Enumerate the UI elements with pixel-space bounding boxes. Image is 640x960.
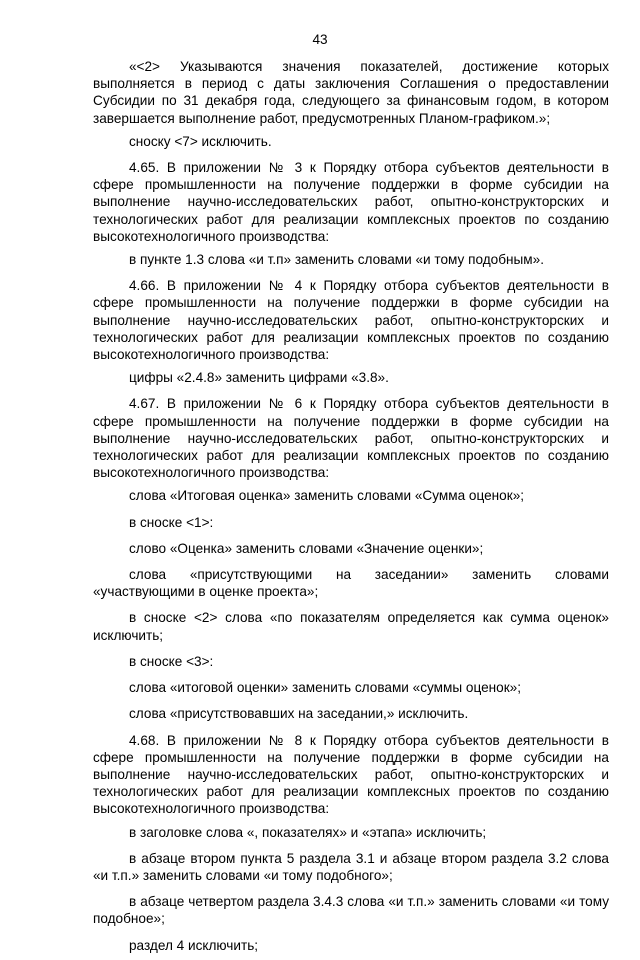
paragraph-item-4-68: 4.68. В приложении № 8 к Порядку отбора субъектов деятельности в сфере промышленности на получение поддержки в форме субсидии на выполнение научно-исследовательских работ, опытно-конструкторских и технологических работ для реализации комплексных проектов по созданию высокотехнологичного производства: [93,732,609,817]
paragraph-footnote-2-text: «<2> Указываются значения показателей, достижение которых выполняется в период с даты заключения Соглашения о предоставлении Субсидии по 31 декабря года, следующего за финансовым годом, в котором завершается выполнение работ, предусмотренных Планом-графиком.»; [93,59,609,126]
paragraph-item-4-67-footnote-2: в сноске <2> слова «по показателям определяется как сумма оценок» исключить; [93,610,609,643]
paragraph-item-4-65: 4.65. В приложении № 3 к Порядку отбора субъектов деятельности в сфере промышленности на получение поддержки в форме субсидии на выполнение научно-исследовательских работ, опытно-конструкторских и технологических работ для реализации комплексных проектов по созданию высокотехнологичного производства: [93,160,609,244]
paragraph-item-4-67-change-1: слова «Итоговая оценка» заменить словами «Сумма оценок»; [129,488,525,504]
paragraph-item-4-67-footnote-1: в сноске <1>: [129,514,214,530]
paragraph-item-4-68-change-2: в абзаце втором пункта 5 раздела 3.1 и абзаце втором раздела 3.2 слова «и т.п.» заменить словами «и тому подобного»; [93,850,609,883]
paragraph-item-4-66-change: цифры «2.4.8» заменить цифрами «3.8». [129,370,389,386]
paragraph-item-4-67-change-4: слова «итоговой оценки» заменить словами «суммы оценок»; [129,680,522,696]
paragraph-item-4-68-change-3: в абзаце четвертом раздела 3.4.3 слова «и т.п.» заменить словами «и тому подобное»; [93,894,609,927]
paragraph-item-4-67-change-3: слова «присутствующими на заседании» заменить словами «участвующими в оценке проекта»; [93,567,609,600]
paragraph-footnote-7-delete: сноску <7> исключить. [129,133,272,149]
paragraph-item-4-67-footnote-3: в сноске <3>: [129,653,214,669]
document-body [93,58,609,960]
paragraph-item-4-66: 4.66. В приложении № 4 к Порядку отбора субъектов деятельности в сфере промышленности на получение поддержки в форме субсидии на выполнение научно-исследовательских работ, опытно-конструкторских и технологических работ для реализации комплексных проектов по созданию высокотехнологичного производства: [93,278,609,363]
paragraph-item-4-65-change: в пункте 1.3 слова «и т.п» заменить словами «и тому подобным». [129,252,544,268]
paragraph-item-4-68-change-4: раздел 4 исключить; [129,937,259,953]
paragraph-item-4-67: 4.67. В приложении № 6 к Порядку отбора субъектов деятельности в сфере промышленности на получение поддержки в форме субсидии на выполнение научно-исследовательских работ, опытно-конструкторских и технологических работ для реализации комплексных проектов по созданию высокотехнологичного производства: [93,396,609,481]
paragraph-item-4-67-change-5: слова «присутствовавших на заседании,» исключить. [129,706,469,722]
page-number: 43 [312,32,328,47]
paragraph-item-4-68-change-1: в заголовке слова «, показателях» и «этапа» исключить; [129,824,487,840]
paragraph-item-4-67-change-2: слово «Оценка» заменить словами «Значение оценки»; [129,540,484,556]
